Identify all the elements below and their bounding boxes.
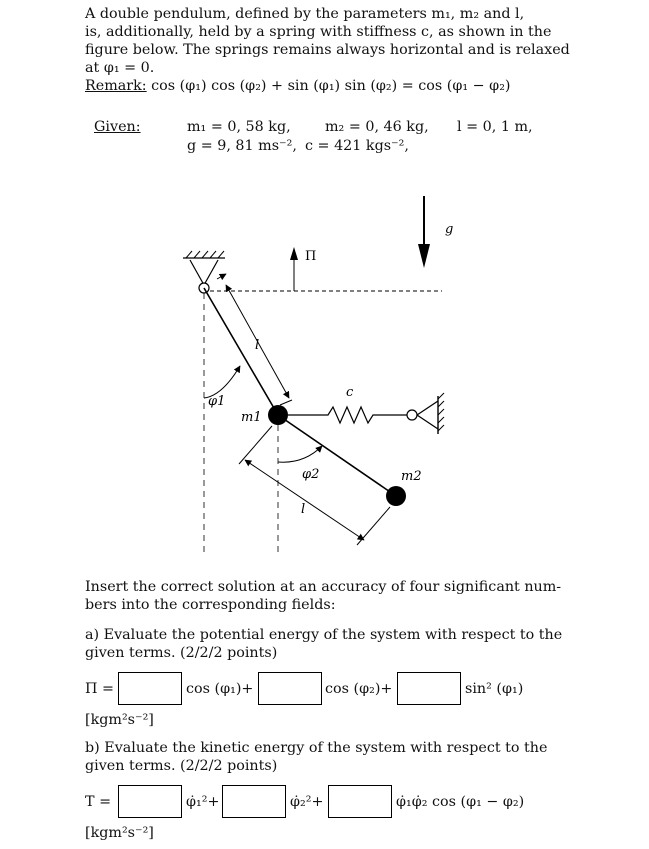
mass-1 [268,405,288,425]
given-m2: m₂ = 0, 46 kg, [325,119,429,135]
intro-line-1: A double pendulum, defined by the parameters m₁, m₂ and l, [85,6,525,22]
instructions-line-1: Insert the correct solution at an accuracy of four significant num- [85,579,562,595]
part-b-term-2: φ̇₂²+ [290,794,324,810]
given-l: l = 0, 1 m, [457,119,533,135]
given-g: g = 9, 81 ms⁻², [187,138,297,154]
label-g: g [445,222,454,237]
label-m2: m2 [401,469,422,484]
label-l-top: l [255,338,260,353]
top-support [183,251,225,293]
potential-coef-1-input[interactable] [118,672,182,705]
kinetic-coef-2-input[interactable] [222,785,286,818]
rod-2 [278,415,396,496]
potential-coef-2-input[interactable] [258,672,322,705]
given-label: Given: [94,119,141,135]
potential-coef-3-input[interactable] [397,672,461,705]
part-b-term-3: φ̇₁φ̇₂ cos (φ₁ − φ₂) [396,794,525,810]
label-pi: Π [305,249,317,264]
kinetic-coef-1-input[interactable] [118,785,182,818]
intro-line-3: figure below. The springs remains always horizontal and is relaxed [85,42,570,58]
gravity-arrow [418,196,430,268]
part-a-term-2: cos (φ₂)+ [325,681,393,697]
part-a-line-1: a) Evaluate the potential energy of the system with respect to the [85,627,563,643]
given-c: c = 421 kgs⁻², [305,138,409,154]
label-phi2: φ2 [302,467,320,482]
label-m1: m1 [241,410,262,425]
part-b-line-2: given terms. (2/2/2 points) [85,758,278,774]
part-b-unit: [kgm²s⁻²] [85,825,154,841]
remark-text: cos (φ₁) cos (φ₂) + sin (φ₁) sin (φ₂) = cos (φ₁ − φ₂) [151,78,511,94]
intro-line-2: is, additionally, held by a spring with stiffness c, as shown in the [85,24,552,40]
part-a-lhs: Π = [85,681,114,697]
label-phi1: φ1 [208,394,226,409]
part-b-term-1: φ̇₁²+ [186,794,220,810]
label-c: c [346,385,354,400]
part-b-lhs: T = [85,794,112,810]
part-a-line-2: given terms. (2/2/2 points) [85,645,278,661]
angle-phi2-arc [278,446,322,462]
mass-2 [386,486,406,506]
potential-reference-arrow [290,247,298,291]
length-dimension-2 [239,426,390,545]
given-m1: m₁ = 0, 58 kg, [187,119,291,135]
spring [288,393,444,434]
part-a-unit: [kgm²s⁻²] [85,712,154,728]
part-a-term-3: sin² (φ₁) [465,681,524,697]
kinetic-coef-3-input[interactable] [328,785,392,818]
instructions-line-2: bers into the corresponding fields: [85,597,336,613]
remark-label: Remark: [85,78,147,94]
part-a-term-1: cos (φ₁)+ [186,681,254,697]
part-b-line-1: b) Evaluate the kinetic energy of the system with respect to the [85,740,548,756]
label-l-bottom: l [301,502,306,517]
intro-line-4: at φ₁ = 0. [85,60,155,76]
